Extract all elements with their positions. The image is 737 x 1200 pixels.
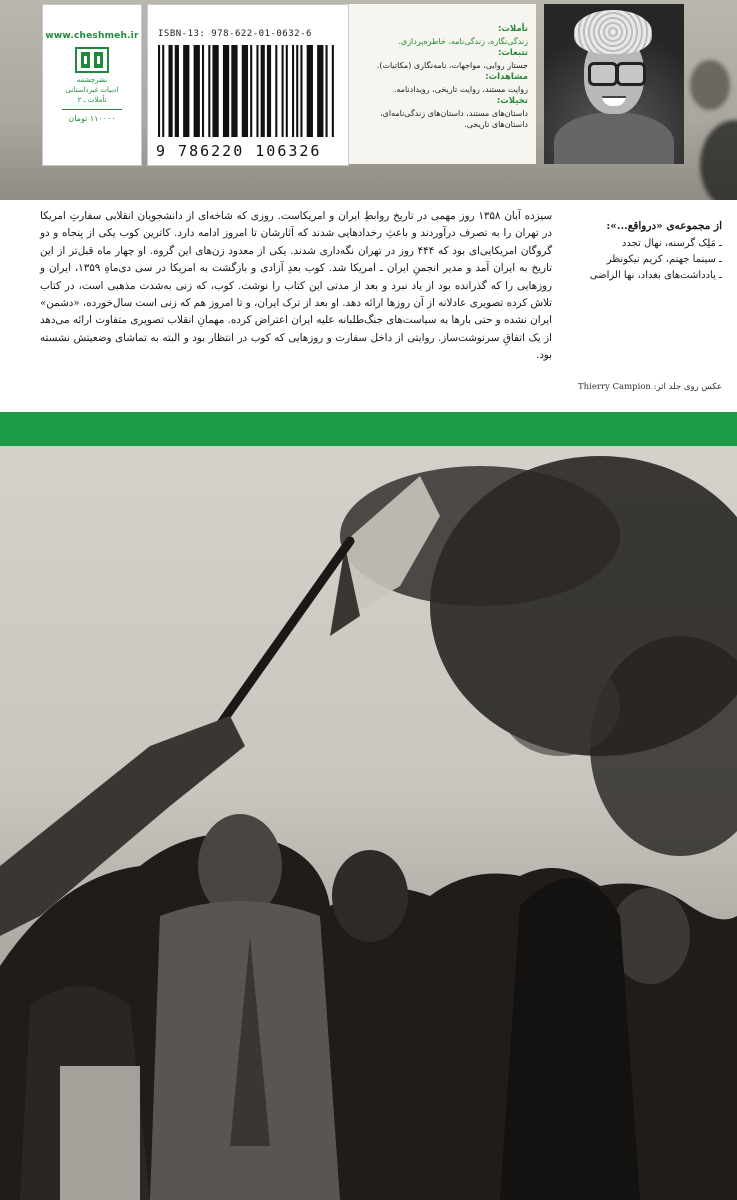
barcode-bar (286, 45, 288, 137)
cheshmeh-publisher-logo-icon (75, 47, 109, 73)
series-item: ـ مَلِک گرسنه، نهال تجدد (621, 238, 722, 249)
barcode-bar (267, 45, 271, 137)
barcode-bar (223, 45, 229, 137)
barcode-bar (202, 45, 204, 137)
series-list (562, 218, 722, 284)
publisher-website[interactable]: www.cheshmeh.ir (45, 31, 139, 41)
series-item: ـ سینما جهنم، کریم نیکونظر (606, 254, 722, 265)
barcode-bar (300, 45, 302, 137)
category-text: زندگی‌نگاره، زندگی‌نامه، خاطره‌پردازی. (398, 36, 528, 46)
barcode-bar (175, 45, 179, 137)
barcode-bar (250, 45, 252, 137)
barcode-number: 9 786220 106326 (156, 142, 322, 160)
photo-credit: عکس روی جلد اثر: Thierry Campion (578, 382, 722, 392)
book-description: سیزده آبان ۱۳۵۸ روز مهمی در تاریخ روابطِ ایران و امریکاست. روزی که شاخه‌ای از دانشجویان انقلابی سفارتِ امریکا در تهران را به تصرف درآوردند و باعثِ رخدادهایی شدند که آثارشان تا امروز ادامه دارد. کاترین کوب یکی از پنجاه و دو گروگان امریکایی‌ای بود که ۴۴۴ روز در تهران نگه‌داری شدند. یکی از معدود زن‌های این گروه. او چهار ماه قبل‌تر از این تاریخ به ایران آمد و مدیر انجمنِ ایران ـ امریکا شد. کوب بعدِ آزادی و بازگشت به امریکا در سی دی‌ماهِ ۱۳۵۹، ایران و روزهایی را که گذرانده بود از یاد نبرد و بعد از مدتی این کتاب را نوشت. کوب، که زنی به‌شدت مذهبی است، در کتاب تلاش کرده تصویری عادلانه از آن روزها ارائه دهد. او بعد از ترک ایران، و تا امروز هم که زنی است سال‌خورده، «دشمن» ایران نشده و حتی بارها به سیاست‌های جنگ‌طلبانه علیه ایران اعتراض کرده. مهمانِ انقلاب تصویری متفاوت ارائه می‌دهد از یک اتفاقِ سرنوشت‌ساز. روایتی از داخل سفارت و روزهایی که کوب در انتظار بود و البته به تماشای وضعیتش نشسته بود. (40, 210, 553, 362)
series-item: ـ یادداشت‌های بغداد، نها الراضی (589, 270, 722, 281)
divider (62, 109, 122, 110)
barcode-bar (261, 45, 265, 137)
category-heading: تأملات: (497, 24, 528, 34)
isbn-label: ISBN-13: 978-622-01-0632-6 (158, 29, 312, 39)
category-heading: تتبعات: (497, 48, 528, 58)
barcode-bar (208, 45, 210, 137)
barcode-bar (194, 45, 200, 137)
author-photo (544, 4, 684, 164)
publisher-imprint: نشرچشمه (76, 76, 108, 84)
category-heading: تخیلات: (496, 96, 528, 106)
barcode-bar (332, 45, 334, 137)
book-price: ۱۱۰۰۰۰ تومان (68, 114, 116, 123)
barcode-bar (296, 45, 298, 137)
barcode-bar (242, 45, 248, 137)
smoke-shape (700, 120, 737, 210)
barcode-bar (282, 45, 284, 137)
green-accent-stripe (0, 412, 737, 446)
cover-photo (0, 446, 737, 1200)
barcode-bars (156, 45, 340, 141)
category-text: جستار روایی، مواجهات، نامه‌نگاری (مکاتبات). (376, 60, 528, 70)
barcode-bar (307, 45, 313, 137)
category-text: داستان‌های مستند، داستان‌های زندگی‌نامه‌ای، داستان‌های تاریخی. (380, 108, 528, 129)
barcode-bar (231, 45, 237, 137)
barcode-bar (183, 45, 189, 137)
series-categories (349, 4, 536, 164)
protest-photo-illustration (0, 446, 737, 1200)
publisher-series-line: ادبیات غیرداستانی (65, 86, 119, 94)
smoke-shape (690, 60, 730, 110)
publisher-series-number: تأملات ـ ۲ (77, 96, 107, 104)
barcode-bar (212, 45, 218, 137)
barcode-bar (317, 45, 323, 137)
barcode-bar (256, 45, 258, 137)
barcode-bar (292, 45, 294, 137)
barcode-box (147, 4, 349, 166)
series-heading: از مجموعه‌ی «درواقع...»: (606, 220, 722, 232)
blurb-section (0, 200, 737, 412)
barcode-bar (162, 45, 164, 137)
barcode-bar (158, 45, 160, 137)
barcode-bar (275, 45, 277, 137)
category-text: روایت مستند، روایت تاریخی، رویدادنامه. (393, 84, 528, 94)
publisher-logo-box (42, 4, 142, 166)
barcode-bar (326, 45, 328, 137)
category-heading: مشاهدات: (485, 72, 528, 82)
barcode-bar (168, 45, 172, 137)
